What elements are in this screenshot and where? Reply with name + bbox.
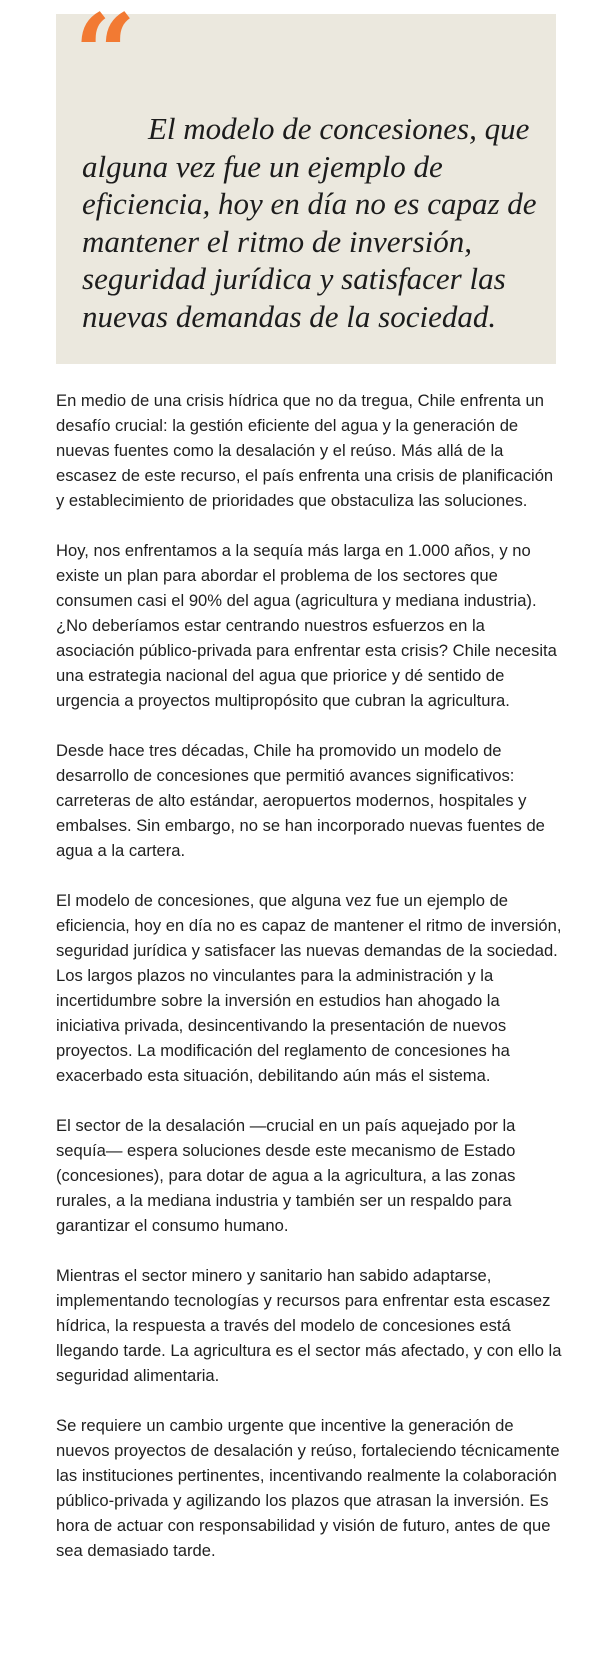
paragraph: Desde hace tres décadas, Chile ha promovido un modelo de desarrollo de concesiones que permitió avances significativos: carreteras de alto estándar, aeropuertos modernos, hospitales y embalses. Sin embargo, no se han incorporado nuevas fuentes de agua a la cartera.	[56, 741, 545, 860]
pull-quote	[56, 0, 556, 364]
paragraph: Hoy, nos enfrentamos a la sequía más larga en 1.000 años, y no existe un plan para abordar el problema de los sectores que consumen casi el 90% del agua (agricultura y mediana industria). ¿No deberíamos estar centrando nuestros esfuerzos en la asociación público-privada para enfrentar esta crisis? Chile necesita una estrategia nacional del agua que priorice y dé sentido de urgencia a proyectos multipropósito que cubran la agricultura.	[56, 541, 557, 710]
paragraph: En medio de una crisis hídrica que no da tregua, Chile enfrenta un desafío crucial: la gestión eficiente del agua y la generación de nuevas fuentes como la desalación y el reúso. Más allá de la escasez de este recurso, el país enfrenta una crisis de planificación y establecimiento de prioridades que obstaculiza las soluciones.	[56, 391, 554, 510]
paragraph: El sector de la desalación —crucial en un país aquejado por la sequía— espera soluciones desde este mecanismo de Estado (concesiones), para dotar de agua a la agricultura, a las zonas rurales, a la mediana industria y también ser un respaldo para garantizar el consumo humano.	[56, 1116, 516, 1235]
pull-quote-text: El modelo de concesiones, que alguna vez fue un ejemplo de eficiencia, hoy en día no es capaz de mantener el ritmo de inversión, seguridad jurídica y satisfacer las nuevas demandas de la sociedad.	[82, 111, 537, 334]
article-body	[56, 388, 566, 1588]
paragraph: Se requiere un cambio urgente que incentive la generación de nuevos proyectos de desalación y reúso, fortaleciendo técnicamente las instituciones pertinentes, incentivando realmente la colaboración público-privada y agilizando los plazos que atrasan la inversión. Es hora de actuar con responsabilidad y visión de futuro, antes de que sea demasiado tarde.	[56, 1416, 560, 1560]
paragraph: El modelo de concesiones, que alguna vez fue un ejemplo de eficiencia, hoy en día no es capaz de mantener el ritmo de inversión, seguridad jurídica y satisfacer las nuevas demandas de la sociedad. Los largos plazos no vinculantes para la administración y la incertidumbre sobre la inversión en estudios han ahogado la iniciativa privada, desincentivando la presentación de nuevos proyectos. La modificación del reglamento de concesiones ha exacerbado esta situación, debilitando aún más el sistema.	[56, 891, 562, 1085]
paragraph: Mientras el sector minero y sanitario han sabido adaptarse, implementando tecnologías y recursos para enfrentar esta escasez hídrica, la respuesta a través del modelo de concesiones está llegando tarde. La agricultura es el sector más afectado, y con ello la seguridad alimentaria.	[56, 1266, 562, 1385]
quote-mark-icon: “	[74, 0, 137, 117]
